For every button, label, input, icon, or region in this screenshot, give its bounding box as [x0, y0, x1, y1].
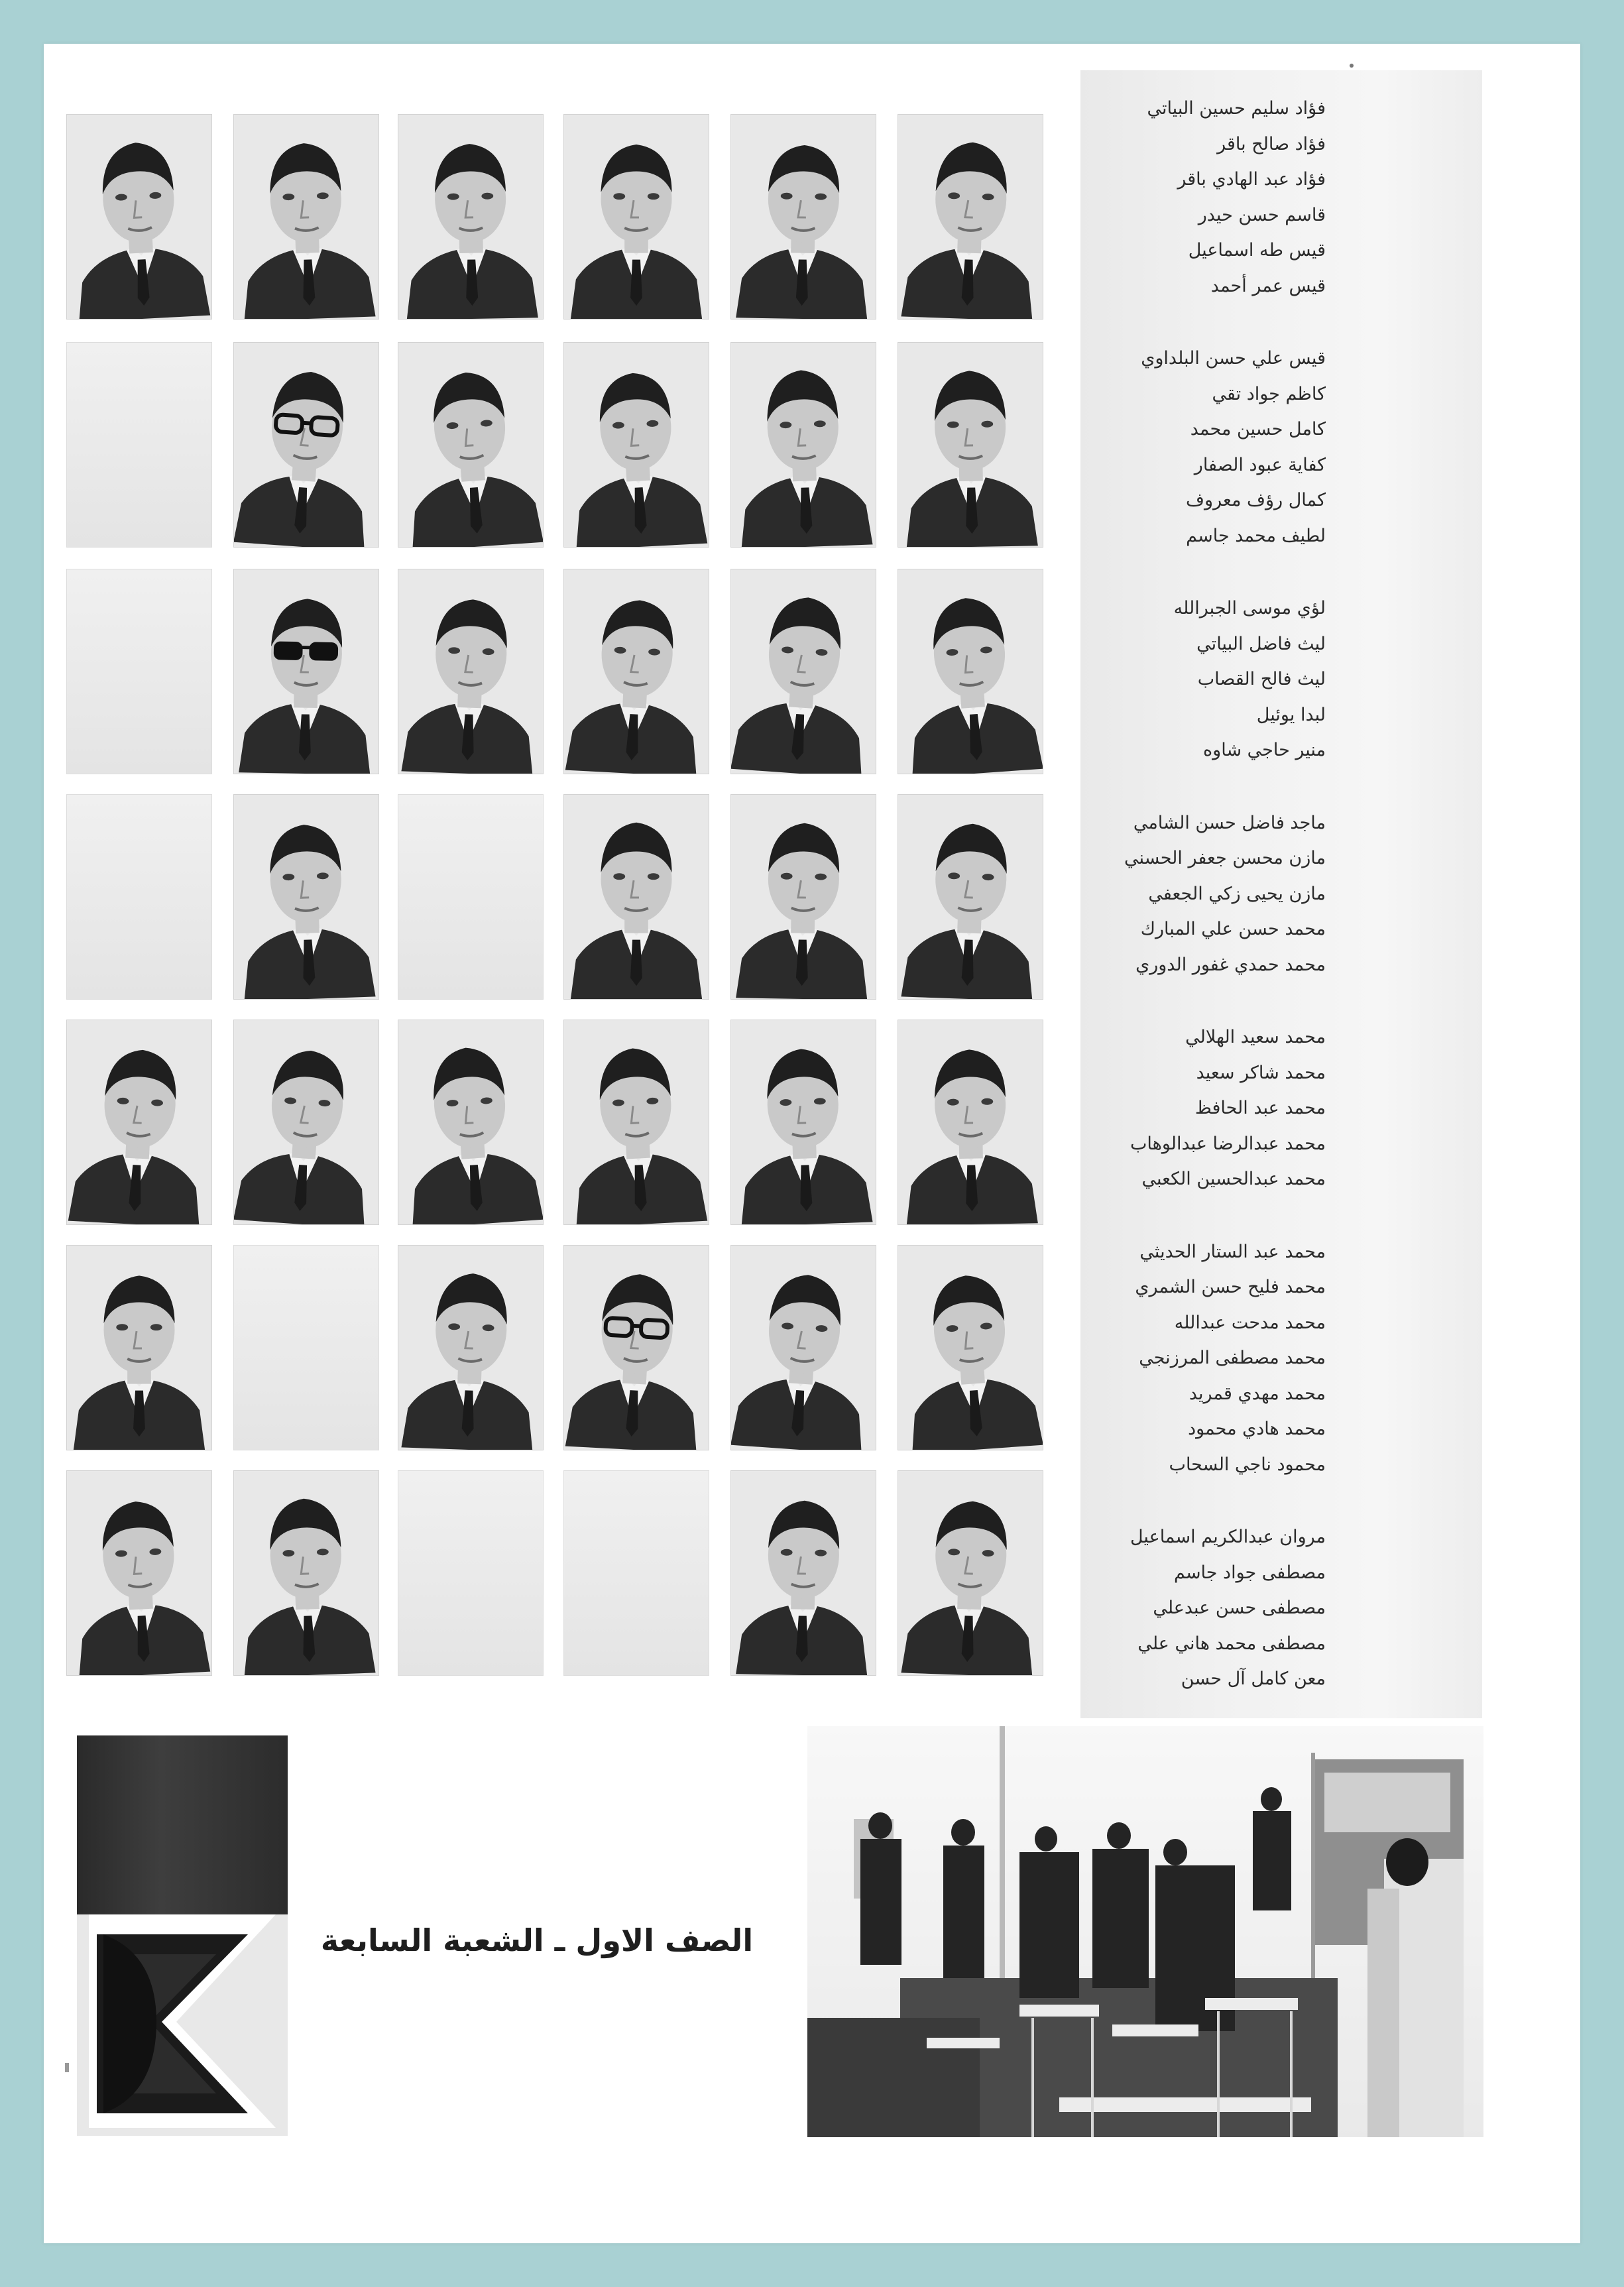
student-name: لبدا يوئيل	[1256, 704, 1326, 725]
page-mark-side	[65, 2063, 69, 2072]
student-portrait	[730, 794, 876, 1000]
student-portrait	[66, 114, 212, 320]
student-portrait	[563, 114, 709, 320]
student-portrait	[233, 794, 379, 1000]
student-name: كامل حسين محمد	[1190, 419, 1326, 440]
student-name: معن كامل آل حسن	[1181, 1669, 1326, 1689]
student-name: قيس علي حسن البلداوي	[1141, 348, 1326, 369]
photo-placeholder	[233, 1245, 379, 1450]
student-portrait	[730, 1245, 876, 1450]
student-portrait	[233, 569, 379, 774]
student-name: محمد هادي محمود	[1188, 1419, 1326, 1439]
student-name: لؤي موسى الجبرالله	[1173, 598, 1326, 618]
student-portrait	[66, 1020, 212, 1225]
student-name: قاسم حسن حيدر	[1198, 204, 1326, 225]
classroom-photo-image	[807, 1726, 1483, 2137]
student-name: محمد عبد الستار الحديثي	[1139, 1241, 1326, 1262]
student-name: مصطفى محمد هاني علي	[1137, 1633, 1326, 1654]
student-portrait	[398, 342, 544, 548]
student-name: محمد مصطفى المرزنجي	[1139, 1348, 1326, 1368]
class-caption: الصف الاول ـ الشعبة السابعة	[320, 1922, 754, 1958]
student-name: محمد سعيد الهلالي	[1185, 1027, 1326, 1047]
student-name: قيس طه اسماعيل	[1188, 240, 1326, 261]
student-name: ليث فاضل البياتي	[1196, 633, 1326, 654]
student-name: محمد عبدالحسين الكعبي	[1141, 1169, 1326, 1189]
student-portrait	[730, 1470, 876, 1676]
student-portrait	[898, 1245, 1043, 1450]
student-portrait	[898, 1020, 1043, 1225]
school-logo	[77, 1735, 288, 2136]
student-portrait	[398, 569, 544, 774]
student-portrait	[563, 342, 709, 548]
student-portrait	[898, 794, 1043, 1000]
student-name: محمد شاكر سعيد	[1196, 1062, 1326, 1083]
student-portrait	[233, 1020, 379, 1225]
photo-placeholder	[66, 569, 212, 774]
student-name: لطيف محمد جاسم	[1186, 525, 1326, 546]
student-name: مازن محسن جعفر الحسني	[1124, 848, 1326, 868]
photo-placeholder	[563, 1470, 709, 1676]
student-name: ليث فالح القصاب	[1197, 669, 1326, 689]
student-portrait	[233, 1470, 379, 1676]
student-name: محمود ناجي السحاب	[1169, 1454, 1326, 1475]
student-portrait	[233, 114, 379, 320]
student-portrait	[898, 569, 1043, 774]
student-name: محمد مدحت عبدالله	[1174, 1312, 1326, 1333]
student-portrait	[398, 114, 544, 320]
student-name: كمال رؤف معروف	[1186, 490, 1326, 510]
student-portrait	[730, 114, 876, 320]
student-name: فؤاد سليم حسين البياتي	[1147, 98, 1326, 119]
student-name: محمد مهدي قمريد	[1189, 1383, 1326, 1404]
student-portrait	[66, 1470, 212, 1676]
student-name: مصطفى حسن عبدعلي	[1153, 1598, 1326, 1618]
classroom-photo	[807, 1726, 1483, 2137]
student-name: محمد عبدالرضا عبدالوهاب	[1130, 1133, 1326, 1154]
student-name: ماجد فاضل حسن الشامي	[1133, 812, 1326, 833]
student-name: محمد فليح حسن الشمري	[1135, 1277, 1326, 1297]
student-portrait	[563, 569, 709, 774]
student-name: محمد حمدي غفور الدوري	[1135, 954, 1326, 975]
photo-placeholder	[398, 794, 544, 1000]
student-portrait	[563, 1245, 709, 1450]
student-portrait	[898, 342, 1043, 548]
student-name: فؤاد صالح باقر	[1217, 133, 1326, 154]
student-name: كفاية عبود الصفار	[1194, 454, 1326, 475]
student-name: مصطفى جواد جاسم	[1173, 1562, 1326, 1583]
photo-placeholder	[398, 1470, 544, 1676]
student-name: قيس عمر أحمد	[1210, 275, 1326, 296]
student-name: محمد عبد الحافظ	[1194, 1098, 1326, 1118]
student-name: فؤاد عبد الهادي باقر	[1177, 169, 1326, 190]
student-name: منير حاجي شاوه	[1203, 740, 1326, 760]
student-portrait	[563, 1020, 709, 1225]
student-name: مروان عبدالكريم اسماعيل	[1130, 1527, 1326, 1547]
student-portrait	[66, 1245, 212, 1450]
student-name: مازن يحيى زكي الجعفي	[1148, 883, 1326, 904]
student-name: كاظم جواد تقي	[1212, 383, 1326, 404]
photo-placeholder	[66, 342, 212, 548]
student-portrait	[730, 1020, 876, 1225]
student-portrait	[730, 569, 876, 774]
triangle-logo-icon	[77, 1735, 288, 2136]
student-portrait	[730, 342, 876, 548]
student-portrait	[898, 1470, 1043, 1676]
photo-placeholder	[66, 794, 212, 1000]
student-portrait	[398, 1245, 544, 1450]
student-portrait	[398, 1020, 544, 1225]
student-portrait	[898, 114, 1043, 320]
student-portrait	[233, 342, 379, 548]
page-mark	[1350, 64, 1354, 68]
student-name: محمد حسن علي المبارك	[1140, 919, 1326, 939]
student-portrait	[563, 794, 709, 1000]
